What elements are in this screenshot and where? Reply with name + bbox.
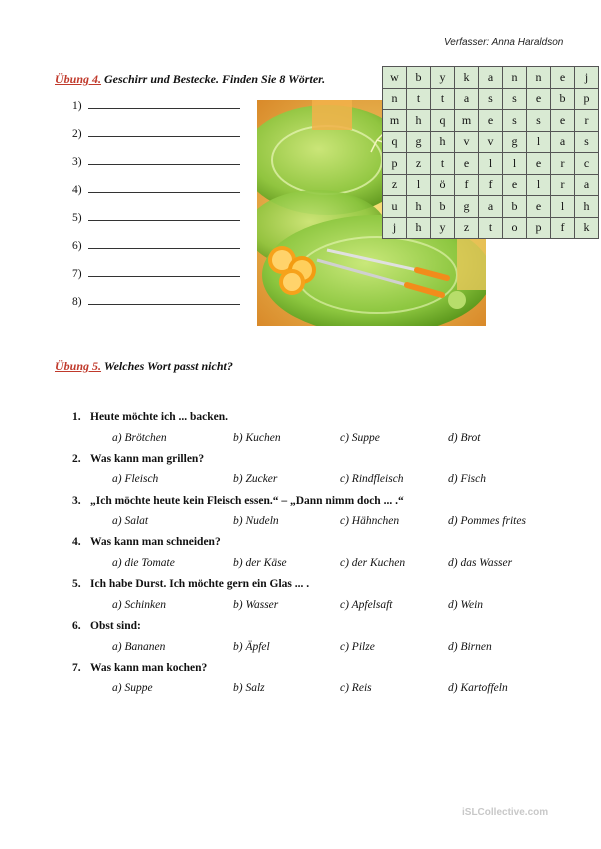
grid-row (383, 174, 599, 196)
answer-line[interactable] (72, 98, 240, 112)
grid-cell[interactable]: e (527, 88, 551, 110)
question-text: Was kann man kochen? (90, 661, 208, 674)
blank-line[interactable] (88, 210, 240, 221)
answer-option[interactable]: a) Schinken (112, 598, 166, 611)
grid-cell[interactable]: j (575, 67, 599, 89)
grid-cell[interactable]: t (431, 88, 455, 110)
question-text: Was kann man grillen? (90, 452, 205, 465)
grid-cell[interactable]: k (575, 217, 599, 239)
grid-cell[interactable]: s (575, 131, 599, 153)
grid-cell[interactable]: n (383, 88, 407, 110)
grid-cell[interactable]: q (383, 131, 407, 153)
grid-cell[interactable]: r (575, 110, 599, 132)
grid-cell[interactable]: m (383, 110, 407, 132)
answer-option[interactable]: b) Kuchen (233, 431, 281, 444)
grid-cell[interactable]: p (383, 153, 407, 175)
exercise-5-number: Übung 5. (55, 359, 102, 373)
answer-line[interactable] (72, 126, 240, 140)
footer-watermark: iSLCollective.com (462, 807, 549, 818)
question-text: Heute möchte ich ... backen. (90, 411, 228, 423)
grid-cell[interactable]: l (527, 174, 551, 196)
grid-cell[interactable]: w (383, 67, 407, 89)
grid-cell[interactable]: a (551, 131, 575, 153)
answer-option[interactable]: b) Salz (233, 682, 265, 695)
grid-cell[interactable]: f (455, 174, 479, 196)
grid-cell[interactable]: l (551, 196, 575, 218)
grid-cell[interactable]: b (431, 196, 455, 218)
answer-option[interactable]: a) Brötchen (112, 431, 167, 444)
answer-option[interactable]: d) Pommes frites (448, 515, 526, 528)
question-number: 5. (72, 578, 81, 591)
grid-cell[interactable]: l (503, 153, 527, 175)
grid-cell[interactable]: k (455, 67, 479, 89)
grid-cell[interactable]: s (527, 110, 551, 132)
grid-cell[interactable]: h (431, 131, 455, 153)
grid-cell[interactable]: e (551, 110, 575, 132)
exercise-4-number: Übung 4. (55, 72, 102, 86)
grid-cell[interactable]: e (551, 67, 575, 89)
answer-option[interactable]: b) der Käse (233, 556, 287, 569)
answer-line[interactable] (72, 210, 240, 224)
grid-cell[interactable]: t (479, 217, 503, 239)
answer-option[interactable]: b) Äpfel (233, 640, 270, 653)
grid-row (383, 131, 599, 153)
grid-cell[interactable]: t (407, 88, 431, 110)
grid-cell[interactable]: h (407, 196, 431, 218)
grid-cell[interactable]: l (527, 131, 551, 153)
answer-line[interactable] (72, 154, 240, 168)
word-search-grid (382, 66, 599, 239)
grid-cell[interactable]: h (575, 196, 599, 218)
grid-cell[interactable]: r (551, 153, 575, 175)
grid-cell[interactable]: l (407, 174, 431, 196)
blank-line[interactable] (88, 98, 240, 109)
grid-cell[interactable]: u (383, 196, 407, 218)
grid-cell[interactable]: z (455, 217, 479, 239)
question-number: 1. (72, 411, 81, 423)
question (72, 411, 228, 423)
answer-number: 2) (72, 128, 82, 140)
grid-cell[interactable]: e (503, 174, 527, 196)
grid-cell[interactable]: g (455, 196, 479, 218)
grid-row (383, 110, 599, 132)
question (72, 620, 141, 632)
grid-cell[interactable]: a (479, 67, 503, 89)
grid-row (383, 196, 599, 218)
grid-cell[interactable]: h (407, 110, 431, 132)
grid-cell[interactable]: j (383, 217, 407, 239)
grid-cell[interactable]: a (575, 174, 599, 196)
grid-cell[interactable]: q (431, 110, 455, 132)
grid-cell[interactable]: e (455, 153, 479, 175)
grid-cell[interactable]: e (527, 196, 551, 218)
answer-number: 5) (72, 212, 82, 224)
answer-number: 7) (72, 268, 82, 280)
grid-row (383, 153, 599, 175)
grid-cell[interactable]: h (407, 217, 431, 239)
grid-cell[interactable]: v (479, 131, 503, 153)
grid-cell[interactable]: b (503, 196, 527, 218)
grid-cell[interactable]: ö (431, 174, 455, 196)
grid-cell[interactable]: r (551, 174, 575, 196)
grid-cell[interactable]: f (479, 174, 503, 196)
answer-option[interactable]: d) das Wasser (448, 556, 513, 569)
grid-cell[interactable]: y (431, 67, 455, 89)
answer-line[interactable] (72, 266, 240, 280)
exercise-4-heading (55, 72, 325, 87)
answer-option[interactable]: d) Kartoffeln (448, 682, 508, 695)
grid-cell[interactable]: s (503, 110, 527, 132)
answer-number: 4) (72, 184, 82, 196)
grid-cell[interactable]: g (503, 131, 527, 153)
grid-cell[interactable]: p (527, 217, 551, 239)
grid-cell[interactable]: t (431, 153, 455, 175)
question-number: 2. (72, 452, 81, 465)
answer-option[interactable]: d) Wein (448, 598, 484, 611)
grid-cell[interactable]: c (575, 153, 599, 175)
grid-cell[interactable]: b (407, 67, 431, 89)
grid-cell[interactable]: n (527, 67, 551, 89)
answer-option[interactable]: c) Reis (340, 682, 372, 695)
answer-option[interactable]: c) Pilze (340, 640, 375, 653)
grid-cell[interactable]: o (503, 217, 527, 239)
exercise-5-heading (55, 359, 233, 374)
grid-cell[interactable]: s (479, 88, 503, 110)
grid-cell[interactable]: v (455, 131, 479, 153)
exercise-4-instruction: Geschirr und Bestecke. Finden Sie 8 Wörter. (104, 72, 326, 86)
grid-cell[interactable]: z (383, 174, 407, 196)
answer-option[interactable]: d) Birnen (448, 640, 492, 653)
answer-option[interactable]: b) Zucker (233, 473, 278, 486)
answer-option[interactable]: c) Hähnchen (340, 515, 400, 528)
question-text: Was kann man schneiden? (90, 536, 221, 549)
grid-row (383, 217, 599, 239)
grid-cell[interactable]: a (479, 196, 503, 218)
answer-option[interactable]: b) Nudeln (233, 515, 279, 528)
answer-option[interactable]: d) Fisch (448, 473, 487, 486)
grid-cell[interactable]: f (551, 217, 575, 239)
question (72, 495, 404, 507)
question (72, 453, 204, 465)
question (72, 662, 207, 674)
blank-line[interactable] (88, 266, 240, 277)
question-text: Obst sind: (90, 620, 141, 632)
blank-line[interactable] (88, 126, 240, 137)
grid-cell[interactable]: n (503, 67, 527, 89)
answer-line[interactable] (72, 182, 240, 196)
question-number: 7. (72, 661, 81, 674)
grid-cell[interactable]: b (551, 88, 575, 110)
answer-option[interactable]: c) Suppe (340, 431, 380, 444)
answer-option[interactable]: a) Salat (112, 515, 149, 528)
blank-line[interactable] (88, 238, 240, 249)
grid-cell[interactable]: e (527, 153, 551, 175)
grid-cell[interactable]: s (503, 88, 527, 110)
blank-line[interactable] (88, 182, 240, 193)
grid-row (383, 67, 599, 89)
answer-number: 6) (72, 240, 82, 252)
answer-option[interactable]: d) Brot (448, 431, 481, 444)
answer-option[interactable]: a) Suppe (112, 682, 153, 695)
grid-cell[interactable]: z (407, 153, 431, 175)
blank-line[interactable] (88, 154, 240, 165)
question-number: 4. (72, 536, 81, 549)
grid-cell[interactable]: l (479, 153, 503, 175)
answer-option[interactable]: c) Apfelsaft (340, 598, 393, 611)
grid-cell[interactable]: p (575, 88, 599, 110)
answer-option[interactable]: a) die Tomate (112, 556, 175, 569)
answer-number: 3) (72, 156, 82, 168)
answer-option[interactable]: c) der Kuchen (340, 556, 406, 569)
blank-line[interactable] (88, 294, 240, 305)
question-number: 6. (72, 620, 81, 632)
answer-option[interactable]: a) Bananen (112, 640, 166, 653)
grid-cell[interactable]: a (455, 88, 479, 110)
grid-row (383, 88, 599, 110)
grid-cell[interactable]: m (455, 110, 479, 132)
exercise-5-instruction: Welches Wort passt nicht? (103, 359, 233, 373)
question-number: 3. (72, 494, 81, 507)
answer-line[interactable] (72, 294, 240, 308)
answer-number: 8) (72, 296, 82, 308)
question (72, 536, 221, 548)
answer-option[interactable]: c) Rindfleisch (340, 473, 404, 486)
answer-line[interactable] (72, 238, 240, 252)
grid-cell[interactable]: g (407, 131, 431, 153)
question-text: „Ich möchte heute kein Fleisch essen.“ – „Dann nimm doch ... .“ (90, 494, 404, 507)
author-credit: Verfasser: Anna Haraldson (444, 37, 564, 48)
answer-option[interactable]: b) Wasser (233, 598, 279, 611)
question (72, 578, 309, 590)
grid-cell[interactable]: y (431, 217, 455, 239)
answer-option[interactable]: a) Fleisch (112, 473, 159, 486)
answer-number: 1) (72, 100, 82, 112)
question-text: Ich habe Durst. Ich möchte gern ein Glas ... . (90, 578, 310, 591)
grid-cell[interactable]: e (479, 110, 503, 132)
